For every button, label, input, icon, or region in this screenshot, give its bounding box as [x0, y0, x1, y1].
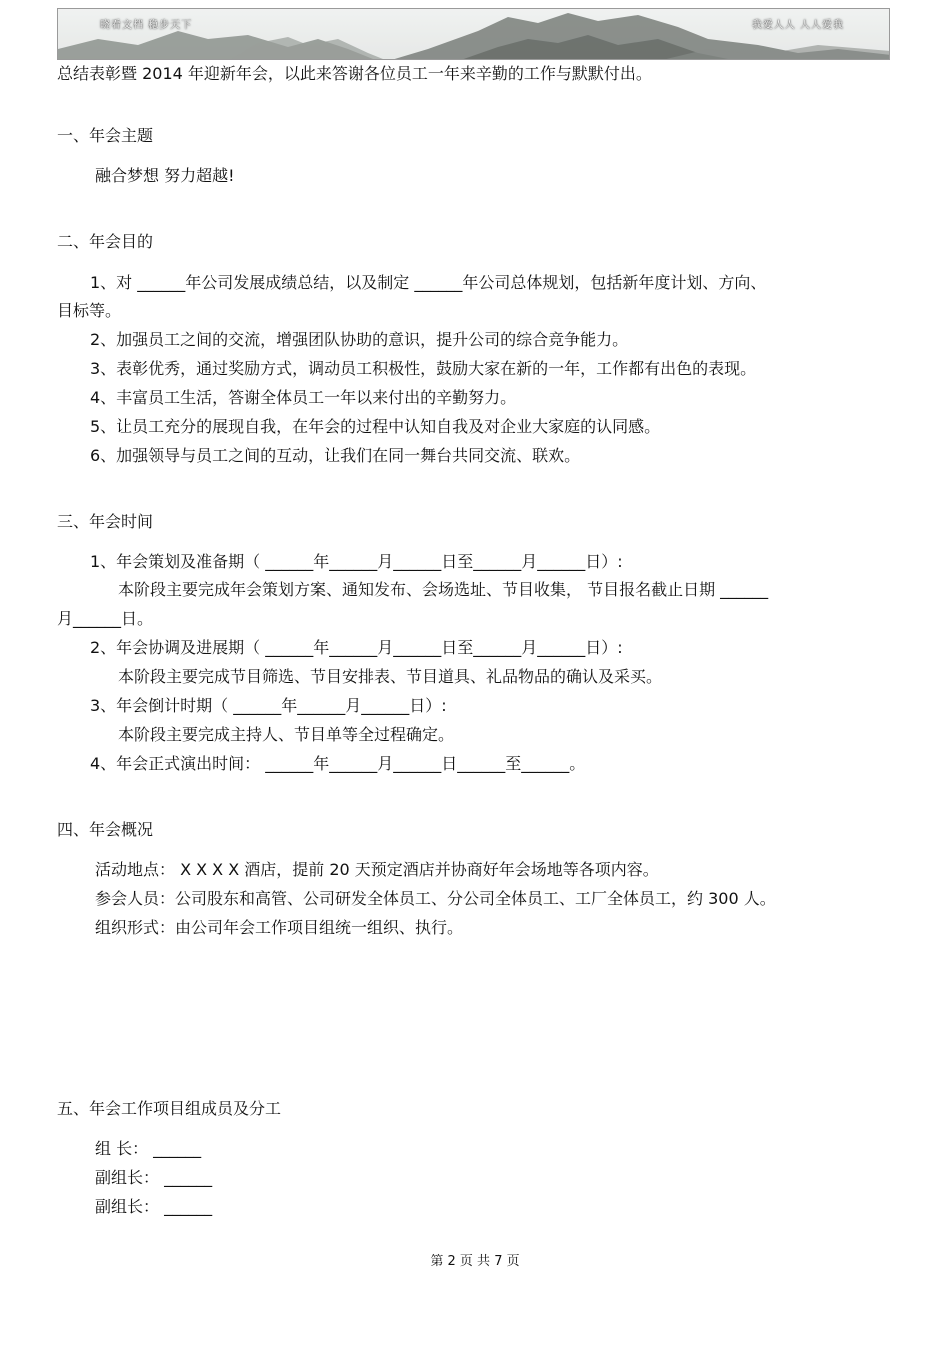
phase-3-heading: 3、年会倒计时期（ ______年______月______日）: — [90, 696, 447, 715]
page-number: 第 2 页 共 7 页 — [430, 1254, 520, 1269]
deputy-leader-2: 副组长： ______ — [95, 1197, 213, 1216]
purpose-item-1-continued: 目标等。 — [57, 301, 122, 320]
phase-1-description: 本阶段主要完成年会策划方案、通知发布、会场选址、节目收集， 节目报名截止日期 ______ — [118, 580, 769, 599]
purpose-item-5: 5、让员工充分的展现自我，在年会的过程中认知自我及对企业大家庭的认同感。 — [90, 417, 661, 436]
intro-paragraph: 总结表彰暨 2014 年迎新年会，以此来答谢各位员工一年来辛勤的工作与默默付出。 — [57, 64, 652, 83]
header-banner — [57, 8, 890, 60]
team-leader: 组 长： ______ — [95, 1139, 202, 1158]
section-3-heading: 三、年会时间 — [57, 512, 154, 531]
purpose-item-6: 6、加强领导与员工之间的互动，让我们在同一舞台共同交流、联欢。 — [90, 446, 581, 465]
annual-meeting-theme: 融合梦想 努力超越! — [95, 166, 235, 185]
event-attendees: 参会人员：公司股东和高管、公司研发全体员工、分公司全体员工、工厂全体员工，约 300 人。 — [95, 889, 776, 908]
banner-slogan-left: 晓看文档 稳步天下 — [100, 20, 193, 31]
phase-2-heading: 2、年会协调及进展期（ ______年______月______日至______月______日）: — [90, 638, 623, 657]
purpose-item-4: 4、丰富员工生活，答谢全体员工一年以来付出的辛勤努力。 — [90, 388, 517, 407]
phase-1-description-continued: 月______日。 — [57, 609, 154, 628]
purpose-item-2: 2、加强员工之间的交流，增强团队协助的意识，提升公司的综合竞争能力。 — [90, 330, 629, 349]
event-organization: 组织形式：由公司年会工作项目组统一组织、执行。 — [95, 918, 464, 937]
phase-4-heading: 4、年会正式演出时间： ______年______月______日______至______。 — [90, 754, 586, 773]
section-4-heading: 四、年会概况 — [57, 820, 154, 839]
section-5-heading: 五、年会工作项目组成员及分工 — [57, 1099, 282, 1118]
banner-slogan-right: 我爱人人 人人爱我 — [751, 20, 844, 31]
purpose-item-3: 3、表彰优秀，通过奖励方式，调动员工积极性，鼓励大家在新的一年，工作都有出色的表现。 — [90, 359, 757, 378]
event-venue: 活动地点： X X X X 酒店，提前 20 天预定酒店并协商好年会场地等各项内容。 — [95, 860, 659, 879]
section-2-heading: 二、年会目的 — [57, 232, 154, 251]
purpose-item-1: 1、对 ______年公司发展成绩总结，以及制定 ______年公司总体规划，包括新年度计划、方向、 — [90, 273, 767, 292]
phase-3-description: 本阶段主要完成主持人、节目单等全过程确定。 — [118, 725, 455, 744]
section-1-heading: 一、年会主题 — [57, 126, 154, 145]
phase-2-description: 本阶段主要完成节目筛选、节目安排表、节目道具、礼品物品的确认及采买。 — [118, 667, 663, 686]
phase-1-heading: 1、年会策划及准备期（ ______年______月______日至______月______日）: — [90, 552, 623, 571]
deputy-leader-1: 副组长： ______ — [95, 1168, 213, 1187]
